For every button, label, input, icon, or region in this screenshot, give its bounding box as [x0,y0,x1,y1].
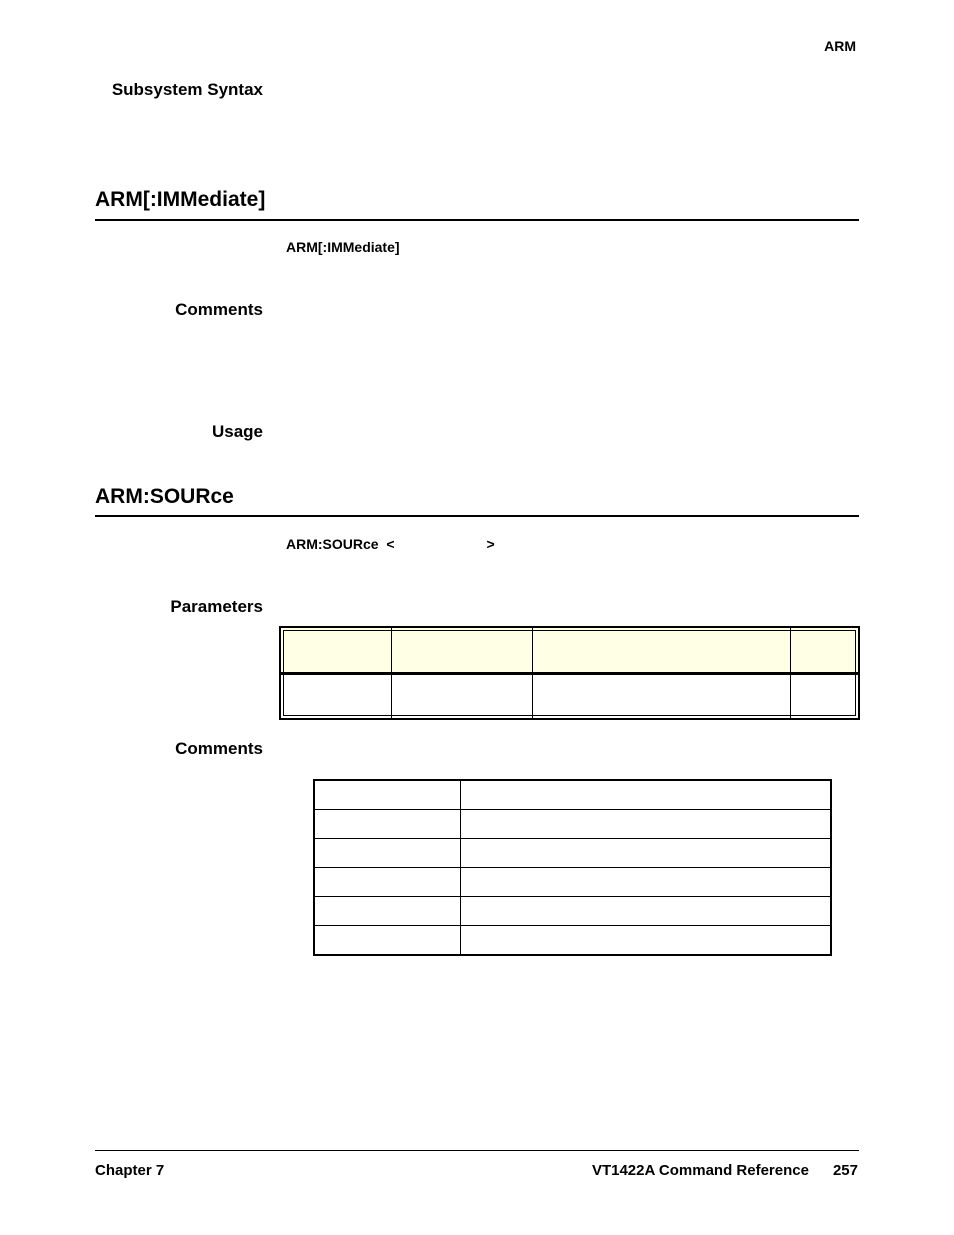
table-row [314,868,831,897]
table-cell [314,839,461,868]
table-header-cell [280,627,392,674]
usage-label: Usage [211,422,263,441]
table-cell [314,780,461,810]
table-cell [392,674,533,720]
table-cell [280,674,392,720]
table-cell [533,674,791,720]
table-cell [461,780,832,810]
table-cell [461,897,832,926]
page-number: 257 [832,1162,858,1179]
syntax-suffix: > [486,536,495,552]
table-row [314,780,831,810]
running-head: ARM [824,38,856,54]
comments-label: Comments [175,300,263,319]
section-title-arm-source: ARM:SOURce [95,485,234,508]
syntax-prefix: ARM:SOURce < [286,536,395,552]
table-cell [314,868,461,897]
footer-doc-title: VT1422A Command Reference [591,1162,809,1179]
section-rule [95,219,859,221]
parameters-label: Parameters [170,597,263,616]
section-rule [95,515,859,517]
table-row [314,897,831,926]
table-header-cell [392,627,533,674]
table-row [314,926,831,956]
table-cell [314,810,461,839]
footer-right [592,1162,858,1179]
table-row [314,839,831,868]
table-cell [461,868,832,897]
table-header-cell [533,627,791,674]
table-cell [314,897,461,926]
table-cell [461,810,832,839]
parameters-table [279,626,860,720]
syntax-arm-immediate: ARM[:IMMediate] [286,239,400,255]
table-cell [314,926,461,956]
footer-rule [95,1150,859,1151]
footer-chapter: Chapter 7 [95,1162,165,1179]
table-cell [461,926,832,956]
source-table [313,779,832,956]
syntax-arm-source [286,536,495,552]
table-header-row [280,627,859,674]
table-cell [791,674,860,720]
table-cell [461,839,832,868]
table-row [280,674,859,720]
section-title-arm-immediate: ARM[:IMMediate] [95,188,266,211]
comments-label-2: Comments [175,739,263,758]
table-row [314,810,831,839]
subsystem-syntax-label: Subsystem Syntax [111,80,263,99]
table-header-cell [791,627,860,674]
